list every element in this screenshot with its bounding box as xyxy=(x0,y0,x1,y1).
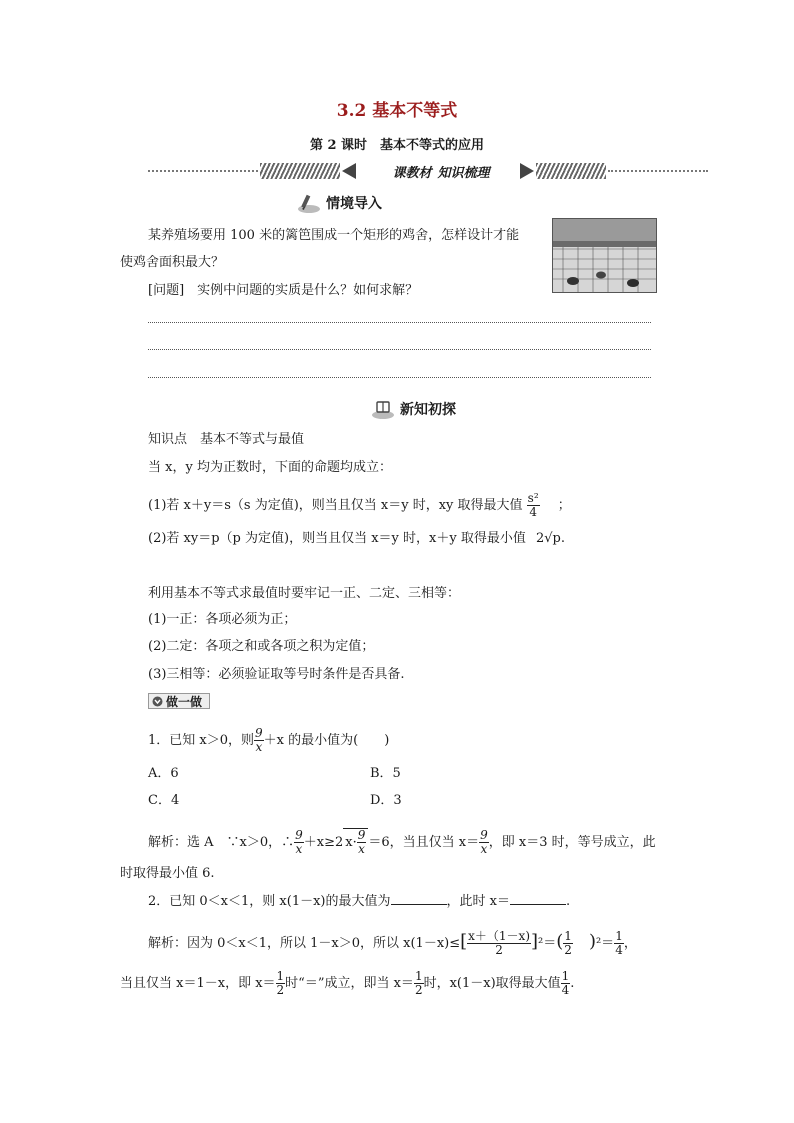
answer-line-3[interactable] xyxy=(148,377,651,378)
sol2-text-b: ²＝ xyxy=(538,936,557,951)
sol1-frac2-den: x xyxy=(358,842,365,856)
q2-text-mid: ，此时 x＝ xyxy=(446,894,510,909)
item2-value: 2√p xyxy=(535,531,561,546)
sol1-text-d: ＝6，当且仅当 x＝ xyxy=(368,835,480,850)
item1-numerator: s² xyxy=(527,491,539,505)
q2-text-end: . xyxy=(565,894,571,909)
sol2-frac3-den: 4 xyxy=(615,943,623,957)
item2-end: . xyxy=(560,531,565,546)
intro-question: [问题] 实例中问题的实质是什么？如何求解？ xyxy=(148,283,419,298)
sol2-line2-frac1-den: 2 xyxy=(276,983,285,997)
sol2-fraction-3 xyxy=(614,930,624,957)
knowledge-item-1 xyxy=(148,492,571,519)
sol2-line2-frac-1 xyxy=(276,970,286,997)
sol1-text-a: 解析：选 A ∵x＞0，∴ xyxy=(148,835,295,850)
q2-text: 2．已知 0＜x＜1，则 x(1－x)的最大值为 xyxy=(148,894,391,909)
intro-para-line1: 某养殖场要用 100 米的篱笆围成一个矩形的鸡舍，怎样设计才能 xyxy=(148,228,520,243)
intro-heading-text: 情境导入 xyxy=(326,196,382,212)
sol1-fraction-2 xyxy=(357,829,367,856)
sol1-text-b: ＋x≥2 xyxy=(303,835,344,850)
sol1-frac1-num: 9 xyxy=(295,828,303,842)
rule-2: (2)二定：各项之和或各项之积为定值； xyxy=(148,639,375,654)
sol1-sqrt xyxy=(343,828,368,856)
chicken-coop-image xyxy=(553,219,656,292)
section-banner xyxy=(148,162,708,180)
sol2-line2-a: 当且仅当 x＝1－x，即 x＝ xyxy=(120,976,276,991)
q1-text-b: ＋x 的最小值为( ) xyxy=(263,733,390,748)
section-intro-heading xyxy=(296,192,382,214)
sol2-paren-close: ) xyxy=(588,931,596,952)
page-title: 3.2 基本不等式 xyxy=(336,101,458,121)
sol1-fraction-3 xyxy=(479,829,489,856)
sol2-paren-open: ( xyxy=(556,931,564,952)
knowledge-point: 知识点 基本不等式与最值 xyxy=(148,432,305,447)
sol2-line2-frac-3 xyxy=(561,970,571,997)
sol2-line2-b: 时“＝”成立，即当 x＝ xyxy=(285,976,414,991)
sol1-frac3-den: x xyxy=(480,842,488,856)
triangle-right-icon xyxy=(520,163,534,179)
solution-1-line2: 时取得最小值 6. xyxy=(120,866,215,881)
sol2-line2-c: 时，x(1－x)取得最大值 xyxy=(423,976,561,991)
sol1-text-e: ，即 x＝3 时，等号成立，此 xyxy=(488,835,656,850)
chicken-coop-photo xyxy=(552,218,657,293)
section-knowledge-heading xyxy=(370,398,456,420)
solution-2-line1 xyxy=(148,930,637,957)
item1-fraction xyxy=(527,492,540,519)
chevron-down-icon xyxy=(152,696,163,707)
knowledge-item-2 xyxy=(148,528,565,550)
sol2-line2-frac3-den: 4 xyxy=(561,983,570,997)
q1-denominator: x xyxy=(255,740,263,754)
sol2-frac1-num: x＋（1－x) xyxy=(468,929,531,943)
item1-denominator: 4 xyxy=(529,505,537,519)
q1-fraction xyxy=(254,727,264,754)
sol2-fraction-2 xyxy=(563,930,573,957)
knowledge-heading-text: 新知初探 xyxy=(400,402,456,418)
item1-text: (1)若 x＋y＝s（s 为定值)，则当且仅当 x＝y 时，xy 取得最大值 xyxy=(148,498,523,513)
banner-label-b: 知识梳理 xyxy=(437,165,490,181)
sol2-line2-frac3-num: 1 xyxy=(561,969,570,983)
practice-badge xyxy=(148,693,210,709)
sol1-frac2-num: 9 xyxy=(357,828,366,842)
sol2-line2-frac1-num: 1 xyxy=(276,969,285,983)
sol2-text-a: 解析：因为 0＜x＜1，所以 1－x＞0，所以 x(1－x)≤ xyxy=(148,936,461,951)
sol2-frac1-den: 2 xyxy=(495,943,503,957)
option-a[interactable]: A．6 xyxy=(148,766,179,781)
solution-2-line2 xyxy=(120,970,574,997)
banner-stripes-right xyxy=(536,163,606,179)
triangle-left-icon xyxy=(342,163,356,179)
banner-stripes-left xyxy=(260,163,340,179)
intro-para-line2: 使鸡舍面积最大？ xyxy=(120,255,225,270)
rule-3: (3)三相等：必须验证取等号时条件是否具备. xyxy=(148,667,405,682)
sol2-frac2-num: 1 xyxy=(564,929,572,943)
sol2-fraction-1 xyxy=(467,930,531,957)
rule-1: (1)一正：各项必须为正； xyxy=(148,612,297,627)
q1-text-a: 1．已知 x＞0，则 xyxy=(148,733,255,748)
sol2-line2-frac2-num: 1 xyxy=(414,969,423,983)
sol1-fraction-1 xyxy=(294,829,304,856)
option-d[interactable]: D．3 xyxy=(370,793,402,808)
sol2-line2-end: . xyxy=(570,976,575,991)
question-2 xyxy=(148,890,570,913)
item2-text: (2)若 xy＝p（p 为定值)，则当且仅当 x＝y 时，x＋y 取得最小值 xyxy=(148,531,526,546)
option-c[interactable]: C．4 xyxy=(148,793,180,808)
sol1-frac3-num: 9 xyxy=(480,828,488,842)
knowledge-condition: 当 x，y 均为正数时，下面的命题均成立： xyxy=(148,460,392,475)
sol2-bracket-close: ] xyxy=(531,931,539,952)
sol2-bracket-open: [ xyxy=(460,931,468,952)
sol2-text-d: ， xyxy=(623,936,637,951)
item1-end: ； xyxy=(557,498,571,513)
answer-line-1[interactable] xyxy=(148,322,651,323)
pencil-book-icon xyxy=(296,192,322,214)
sol2-frac2-den: 2 xyxy=(564,943,572,957)
page-subtitle: 第 2 课时 基本不等式的应用 xyxy=(309,138,485,153)
q1-numerator: 9 xyxy=(255,726,263,740)
option-b[interactable]: B．5 xyxy=(370,766,401,781)
sol1-text-c: x· xyxy=(345,835,357,850)
sol2-frac3-num: 1 xyxy=(615,929,623,943)
sol2-text-c: ²＝ xyxy=(595,936,615,951)
q2-blank-1[interactable] xyxy=(391,890,447,905)
solution-1-line1 xyxy=(148,828,656,856)
banner-dotted-left xyxy=(148,170,258,172)
book-icon xyxy=(370,398,396,420)
answer-line-2[interactable] xyxy=(148,349,651,350)
sol1-frac1-den: x xyxy=(295,842,303,856)
sol2-line2-frac2-den: 2 xyxy=(414,983,423,997)
banner-label-a: 课教材 xyxy=(392,165,432,181)
banner-label xyxy=(366,162,516,180)
q2-blank-2[interactable] xyxy=(510,890,566,905)
question-1 xyxy=(148,727,389,754)
sol2-line2-frac-2 xyxy=(414,970,424,997)
banner-dotted-right xyxy=(608,170,708,172)
practice-badge-text: 做一做 xyxy=(166,694,203,709)
rule-intro: 利用基本不等式求最值时要牢记一正、二定、三相等： xyxy=(148,586,461,601)
